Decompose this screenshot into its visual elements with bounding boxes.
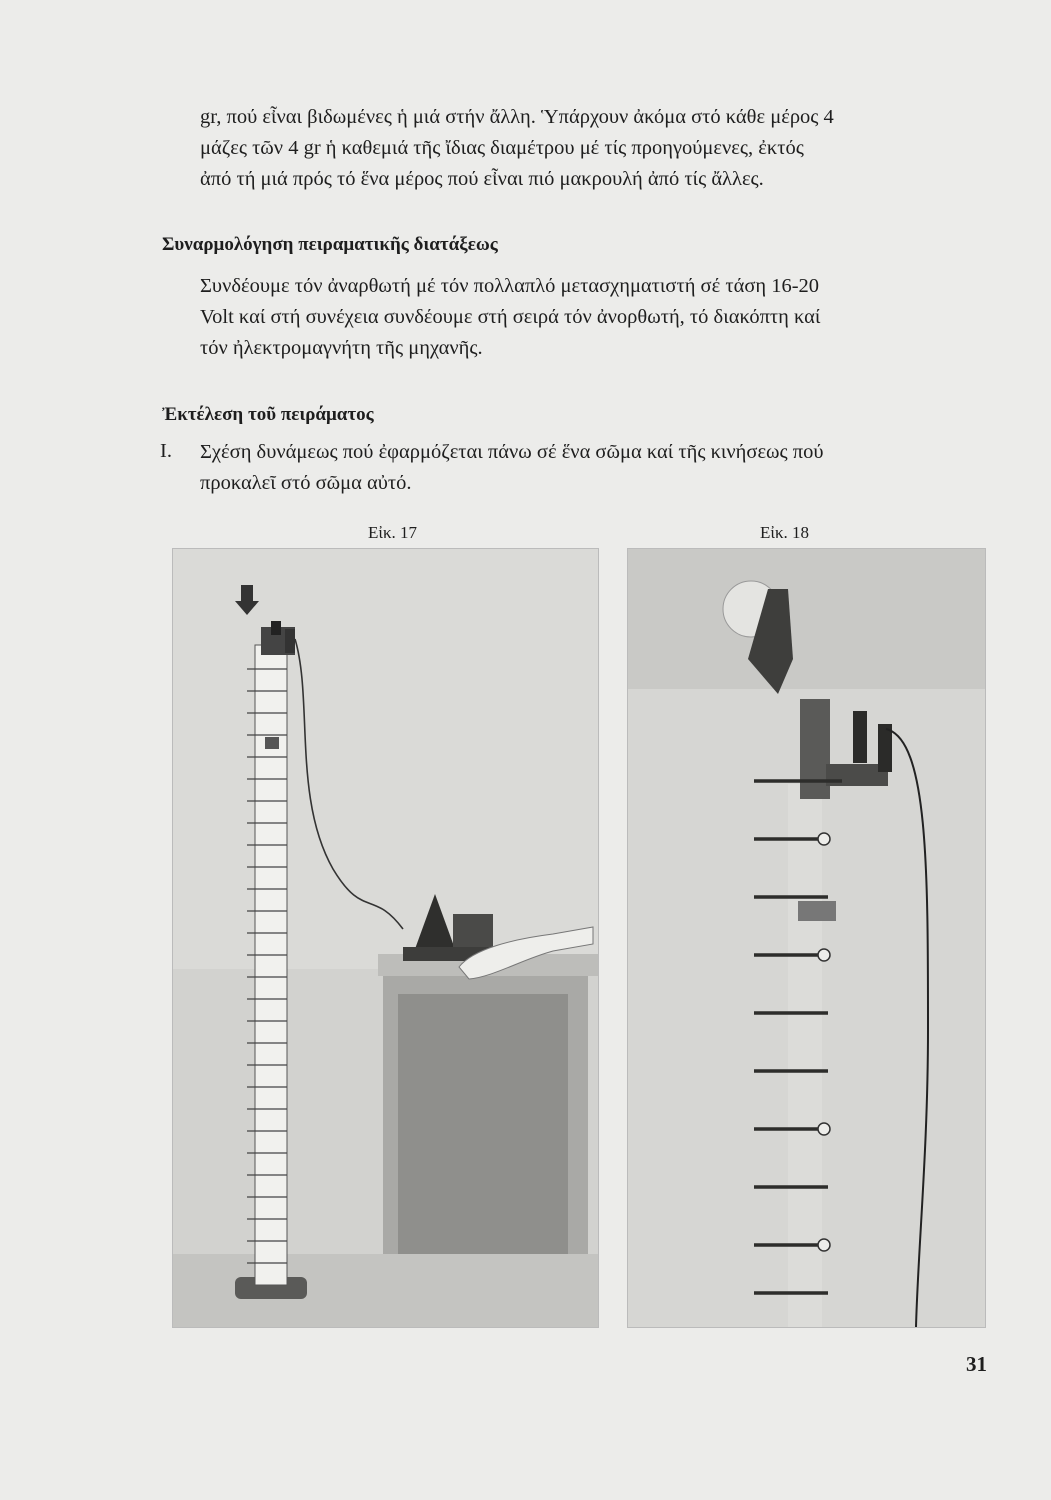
execution-heading: Ἐκτέλεση τοῦ πειράματος <box>162 404 374 425</box>
assembly-paragraph <box>200 271 985 364</box>
paragraph-line: μάζες τῶν 4 gr ἡ καθεμιά τῆς ἴδιας διαμέτρου μέ τίς προηγούμενες, ἐκτός <box>200 137 804 159</box>
paragraph-line: gr, πού εἶναι βιδωμένες ἡ μιά στήν ἄλλη. Ὑπάρχουν ἀκόμα στό κάθε μέρος 4 <box>200 106 834 128</box>
execution-paragraph <box>200 437 985 499</box>
paragraph-line: προκαλεῖ στό σῶμα αὐτό. <box>200 472 412 494</box>
ruler-apparatus-illustration <box>173 549 598 1327</box>
ladder-apparatus-photo <box>627 548 986 1328</box>
paragraph-line: Volt καί στή συνέχεια συνδέουμε στή σειρά τόν ἀνορθωτή, τό διακόπτη καί <box>200 306 821 328</box>
top-paragraph <box>200 102 985 195</box>
figure-18-caption: Εἰκ. 18 <box>760 523 810 542</box>
ladder-apparatus-illustration <box>628 549 985 1327</box>
paragraph-line: τόν ἠλεκτρομαγνήτη τῆς μηχανῆς. <box>200 337 483 359</box>
item-number: Ι. <box>160 440 172 462</box>
figure-17-caption: Εἰκ. 17 <box>368 523 418 542</box>
page-number: 31 <box>966 1352 987 1376</box>
paragraph-line: Συνδέουμε τόν ἀναρθωτή μέ τόν πολλαπλό μετασχηματιστή σέ τάση 16-20 <box>200 275 820 297</box>
assembly-heading: Συναρμολόγηση πειραματικῆς διατάξεως <box>162 234 498 255</box>
paragraph-line: ἀπό τή μιά πρός τό ἕνα μέρος πού εἶναι πιό μακρουλή ἀπό τίς ἄλλες. <box>200 168 764 190</box>
paragraph-line: Σχέση δυνάμεως πού ἐφαρμόζεται πάνω σέ ἕνα σῶμα καί τῆς κινήσεως πού <box>200 441 824 463</box>
ruler-apparatus-photo <box>172 548 599 1328</box>
